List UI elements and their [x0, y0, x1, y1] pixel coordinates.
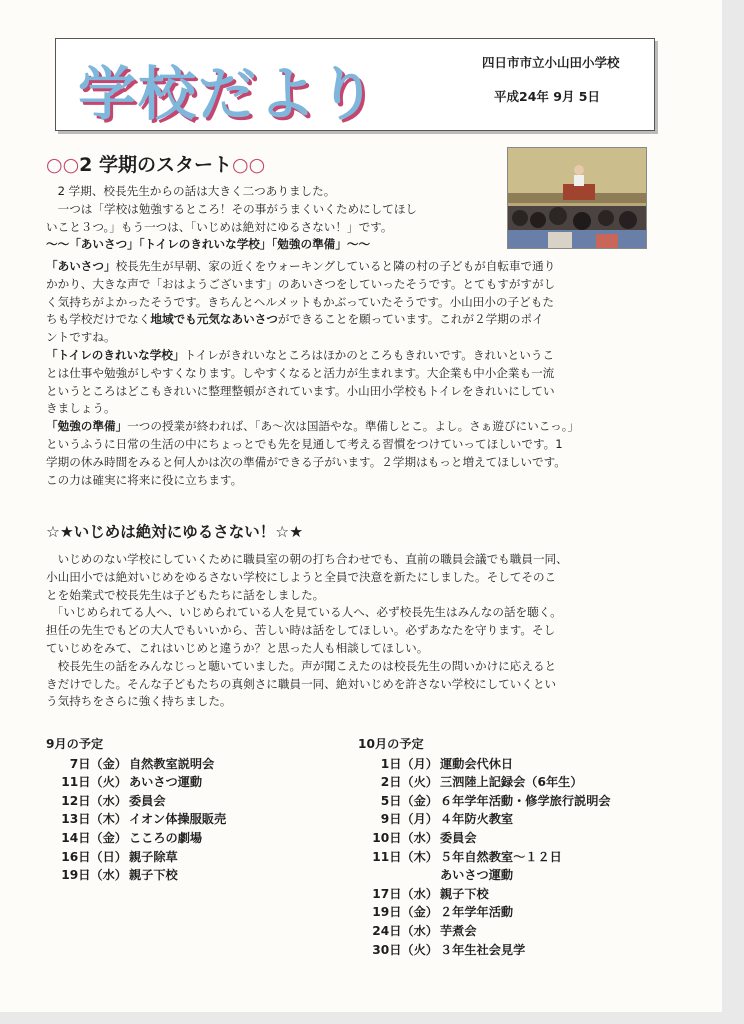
- intro-paragraph: [46, 183, 417, 254]
- text-line: く気持ちがよかったそうです。きちんとヘルメットもかぶっていたそうです。小山田小の子どもた: [46, 294, 554, 309]
- schedule-event: あいさつ運動: [440, 868, 514, 883]
- toilet-line-1: 「トイレのきれいな学校」トイレがきれいなところはほかのところもきれいです。きれいというこ: [46, 347, 555, 362]
- section-heading-bullying: ☆★いじめは絶対にゆるさない！☆★: [46, 523, 304, 541]
- schedule-event: ５年自然教室～１２日: [440, 849, 562, 864]
- issue-date: 平成24年 9月 5日: [494, 89, 600, 104]
- schedule-date: 14日（金）: [61, 830, 127, 845]
- text-line: とを始業式で校長先生は子どもたちに話をしました。: [46, 587, 325, 602]
- text-line: いじめのない学校にしていくために職員室の朝の打ち合わせでも、直前の職員会議でも職員一同、: [46, 552, 568, 566]
- schedule-date: 10日（水）: [372, 830, 438, 845]
- schedule-item: [358, 941, 611, 960]
- schedule-item: [358, 792, 611, 811]
- september-schedule-heading: 9月の予定: [46, 737, 104, 751]
- schedule-event: 自然教室説明会: [129, 756, 215, 771]
- text-line: 学期の休み時間をみると何人かは次の準備ができる子がいます。２学期はもっと増えてほしいです。: [46, 454, 566, 469]
- schedule-item: [46, 755, 226, 774]
- body-paragraphs: [46, 258, 579, 489]
- three-points-line: ～～「あいさつ」「トイレのきれいな学校」「勉強の準備」～～: [46, 237, 371, 252]
- text-line: 2 学期、校長先生からの話は大きく二つありました。: [46, 184, 336, 198]
- schedule-date: 1日（月）: [380, 756, 438, 771]
- heading-circles-right: ○○: [232, 154, 266, 176]
- text-line: ていじめをみて、これはいじめと違うか？と思った人も相談してほしい。: [46, 640, 429, 655]
- schedule-event: 委員会: [129, 793, 166, 808]
- study-line-1: 「勉強の準備」一つの授業が終われば、「あ～次は国語やな。準備しとこ。よし。さぁ遊びにいこっ。」: [46, 419, 580, 434]
- schedule-date: 7日（金）: [69, 756, 127, 771]
- schedule-item: [358, 810, 611, 829]
- schedule-date: 5日（金）: [380, 793, 438, 808]
- greeting-line-4: ちも学校だけでなく地域でも元気なあいさつができることを願っています。これが２学期のポイ: [46, 312, 544, 327]
- schedule-date: 19日（金）: [372, 905, 438, 920]
- schedule-event: 運動会代休日: [440, 756, 514, 771]
- schedule-item: [46, 792, 226, 811]
- text-line: 校長先生の話をみんなじっと聴いていました。声が聞こえたのは校長先生の問いかけに応えると: [46, 658, 557, 673]
- schedule-event: 委員会: [440, 830, 477, 845]
- bullying-paragraph: [46, 551, 568, 711]
- schedule-date: 13日（木）: [61, 812, 127, 827]
- schedule-item: [46, 810, 226, 829]
- schedule-event: 三泗陸上記録会（6年生）: [440, 775, 583, 790]
- schedule-date: 11日（木）: [372, 849, 438, 864]
- section-heading-second-term: [46, 150, 265, 177]
- schedule-event: 芋煮会: [440, 923, 477, 938]
- text-line: 担任の先生でもどの大人でもいいから、苦しい時は話をしてほしい。必ずあなたを守ります。そし: [46, 623, 556, 638]
- text-line: 一つは「学校は勉強するところ！その事がうまくいくためにしてほし: [46, 201, 418, 216]
- schedule-item: [358, 848, 611, 867]
- schedule-event: イオン体操服販売: [129, 812, 227, 827]
- schedule-item: [358, 829, 611, 848]
- text-line: というところはどこもきれいに整理整頓がされています。小山田小学校もトイレをきれいにしてい: [46, 383, 555, 398]
- schedule-date: 9日（月）: [380, 812, 438, 827]
- schedule-date: 30日（火）: [372, 942, 438, 957]
- assembly-photo: [507, 147, 647, 249]
- schedule-item: [46, 773, 226, 792]
- schedule-date: 12日（水）: [61, 793, 127, 808]
- schedule-date: [358, 866, 438, 885]
- october-schedule-heading: 10月の予定: [358, 737, 424, 751]
- schedule-item: [46, 829, 226, 848]
- schedule-item: [358, 866, 611, 885]
- text-line: とは仕事や勉強がしやすくなります。しやすくなると活力が生まれます。大企業も中小企業も一流: [46, 365, 555, 380]
- text-line: ントですね。: [46, 330, 116, 345]
- schedule-event: 親子除草: [129, 849, 178, 864]
- schedule-item: [358, 755, 611, 774]
- masthead: [55, 38, 655, 131]
- text-line: いこと３つ。」もう一つは、「いじめは絶対にゆるさない！」です。: [46, 219, 393, 234]
- schedule-date: 19日（水）: [61, 868, 127, 883]
- schedule-event: ４年防火教室: [440, 812, 514, 827]
- october-schedule: [358, 735, 611, 959]
- toilet-label: 「トイレのきれいな学校」: [46, 347, 185, 362]
- schedule-event: ３年生社会見学: [440, 942, 526, 957]
- heading-text: 2 学期のスタート: [79, 154, 233, 176]
- schedule-item: [46, 866, 226, 885]
- text-line: きだけでした。そんな子どもたちの真剣さに職員一同、絶対いじめを許さない学校にしていくとい: [46, 676, 557, 691]
- september-schedule: [46, 735, 226, 885]
- schedule-event: ６年学年活動・修学旅行説明会: [440, 793, 611, 808]
- school-name: 四日市市立小山田小学校: [482, 55, 620, 70]
- newsletter-title: 学校だより: [78, 60, 379, 128]
- schedule-date: 24日（水）: [372, 923, 438, 938]
- schedule-event: 親子下校: [440, 886, 489, 901]
- text-line: う気持ちをさらに強く持ちました。: [46, 694, 232, 709]
- greeting-line-1: 「あいさつ」校長先生が早朝、家の近くをウォーキングしていると隣の村の子どもが自転車で通り: [46, 259, 556, 273]
- schedule-date: 11日（火）: [61, 775, 127, 790]
- schedule-item: [358, 885, 611, 904]
- schedule-date: 2日（火）: [380, 775, 438, 790]
- greeting-label: 「あいさつ」: [46, 259, 116, 273]
- text-line: 「いじめられてる人へ、いじめられている人を見ている人へ、必ず校長先生はみんなの話を聴く。: [46, 605, 562, 620]
- schedule-item: [358, 922, 611, 941]
- schedule-item: [358, 773, 611, 792]
- text-line: この力は確実に将来に役に立ちます。: [46, 472, 243, 487]
- schedule-date: 16日（日）: [61, 849, 127, 864]
- heading-circles-left: ○○: [46, 154, 80, 176]
- schedule-event: ２年学年活動: [440, 905, 514, 920]
- text-line: きましょう。: [46, 401, 116, 416]
- schedule-event: あいさつ運動: [129, 775, 203, 790]
- schedule-event: こころの劇場: [129, 830, 203, 845]
- schedule-date: 17日（水）: [372, 886, 438, 901]
- schedule-item: [358, 903, 611, 922]
- text-line: かかり、大きな声で「おはようございます」のあいさつをしていったそうです。とてもすがすがし: [46, 276, 556, 291]
- schedule-item: [46, 848, 226, 867]
- study-label: 「勉強の準備」: [46, 419, 128, 434]
- text-line: 小山田小では絶対いじめをゆるさない学校にしようと全員で決意を新たにしました。そしてそのこ: [46, 569, 557, 584]
- schedule-event: 親子下校: [129, 868, 178, 883]
- text-line: というふうに日常の生活の中にちょっとでも先を見通して考える習慣をつけていってほしいです。1: [46, 436, 563, 451]
